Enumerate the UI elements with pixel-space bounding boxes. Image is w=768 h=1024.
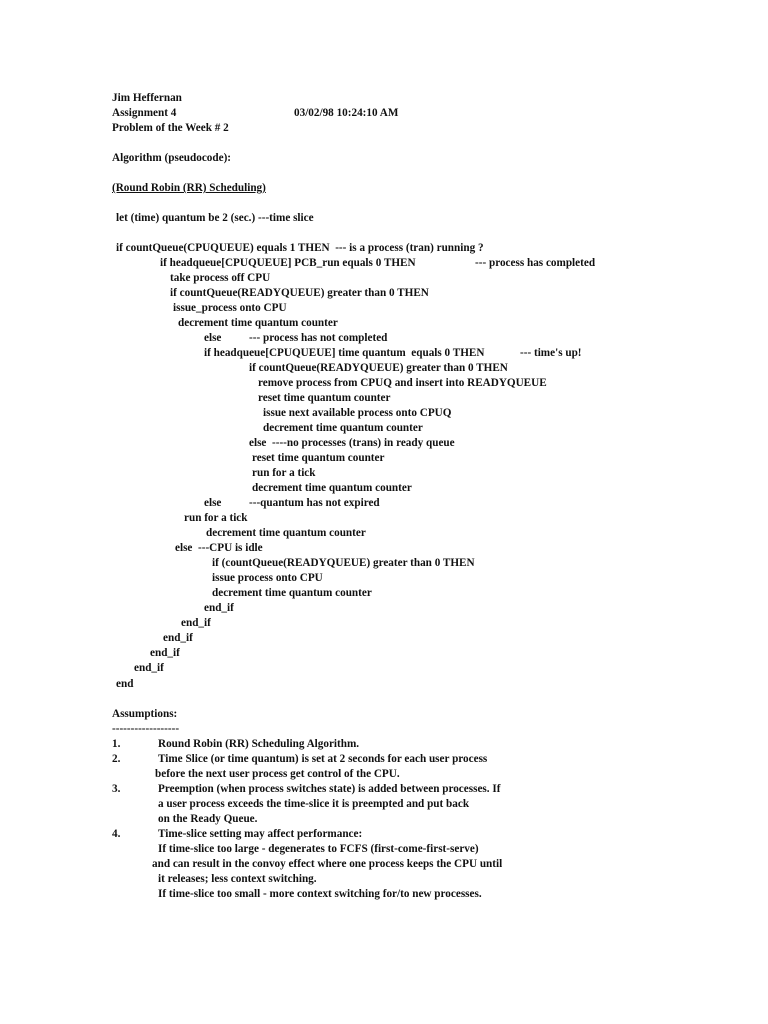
author-name: Jim Heffernan	[112, 92, 182, 104]
code-line: decrement time quantum counter	[252, 482, 412, 494]
assumption-number: 3.	[112, 783, 121, 795]
assumption-text: it releases; less context switching.	[158, 873, 317, 885]
algorithm-heading: Algorithm (pseudocode):	[112, 152, 232, 164]
code-line: decrement time quantum counter	[206, 527, 366, 539]
code-line: issue process onto CPU	[212, 572, 323, 584]
assumption-text: If time-slice too small - more context switching for/to new processes.	[158, 888, 482, 900]
code-line: if countQueue(READYQUEUE) greater than 0 THEN	[170, 287, 429, 299]
assumption-text: Round Robin (RR) Scheduling Algorithm.	[158, 738, 360, 750]
code-comment: ---quantum has not expired	[249, 497, 380, 509]
assumption-text: If time-slice too large - degenerates to FCFS (first-come-first-serve)	[158, 843, 479, 855]
code-line: if countQueue(READYQUEUE) greater than 0 THEN	[249, 362, 508, 374]
code-line: run for a tick	[184, 512, 248, 524]
assumption-text: before the next user process get control of the CPU.	[155, 768, 400, 780]
code-line: end_if	[181, 617, 211, 629]
assumption-number: 2.	[112, 753, 121, 765]
code-comment: --- process has completed	[475, 257, 596, 269]
assumption-text: Time Slice (or time quantum) is set at 2 seconds for each user process	[158, 753, 488, 765]
code-line: take process off CPU	[170, 272, 271, 284]
assumption-number: 1.	[112, 738, 121, 750]
algorithm-subheading: (Round Robin (RR) Scheduling)	[112, 182, 266, 194]
code-line: if headqueue[CPUQUEUE] time quantum equals 0 THEN	[204, 347, 485, 359]
code-line: end_if	[204, 602, 234, 614]
code-line: else ---CPU is idle	[175, 542, 263, 554]
quantum-line: let (time) quantum be 2 (sec.) ---time slice	[116, 212, 314, 224]
assumption-text: Time-slice setting may affect performance:	[158, 828, 363, 840]
code-line: if countQueue(CPUQUEUE) equals 1 THEN --- is a process (tran) running ?	[116, 242, 484, 254]
code-line: end	[116, 678, 134, 690]
assumption-text: a user process exceeds the time-slice it is preempted and put back	[158, 798, 470, 810]
assumption-text: and can result in the convoy effect where one process keeps the CPU until	[152, 858, 503, 870]
assumptions-heading: Assumptions:	[112, 708, 178, 720]
code-line: end_if	[150, 647, 180, 659]
code-line: remove process from CPUQ and insert into READYQUEUE	[258, 377, 547, 389]
code-line: end_if	[163, 632, 193, 644]
code-line: if (countQueue(READYQUEUE) greater than 0 THEN	[212, 557, 475, 569]
assumption-text: on the Ready Queue.	[158, 813, 258, 825]
code-line: else	[204, 497, 222, 509]
code-line: run for a tick	[252, 467, 316, 479]
assumption-text: Preemption (when process switches state) is added between processes. If	[158, 783, 501, 795]
code-line: decrement time quantum counter	[178, 317, 338, 329]
code-line: decrement time quantum counter	[263, 422, 423, 434]
code-line: issue next available process onto CPUQ	[263, 407, 452, 419]
code-line: end_if	[134, 662, 164, 674]
code-line: issue_process onto CPU	[173, 302, 287, 314]
code-line: else ----no processes (trans) in ready queue	[249, 437, 455, 449]
assignment-label: Assignment 4	[112, 107, 177, 119]
problem-label: Problem of the Week # 2	[112, 122, 229, 134]
assumption-number: 4.	[112, 828, 121, 840]
assumptions-rule: ------------------	[112, 723, 180, 735]
code-line: reset time quantum counter	[252, 452, 385, 464]
code-line: reset time quantum counter	[258, 392, 391, 404]
timestamp: 03/02/98 10:24:10 AM	[294, 107, 399, 119]
code-line: if headqueue[CPUQUEUE] PCB_run equals 0 THEN	[160, 257, 416, 269]
code-comment: --- time's up!	[520, 347, 582, 359]
code-line: decrement time quantum counter	[212, 587, 372, 599]
code-line: else	[204, 332, 222, 344]
code-comment: --- process has not completed	[249, 332, 388, 344]
